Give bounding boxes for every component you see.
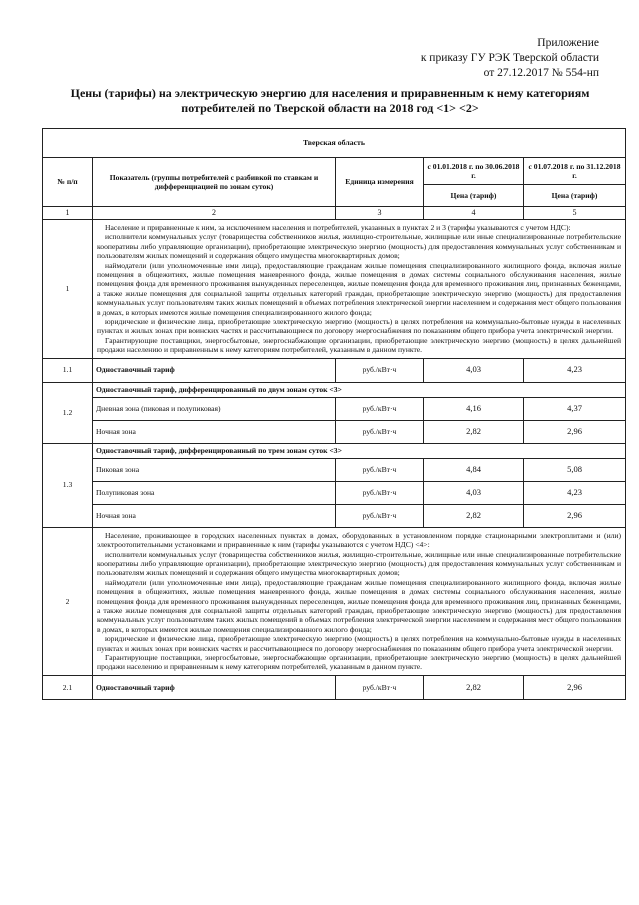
appendix-line-2: к приказу ГУ РЭК Тверской области xyxy=(420,52,599,64)
row-1-3-num: 1.3 xyxy=(43,443,93,527)
row-1-3-peak-price-2: 5,08 xyxy=(524,458,626,481)
colnum-3: 3 xyxy=(336,207,424,220)
section-1-description xyxy=(93,220,626,359)
row-1-3-semipeak-unit: руб./кВт·ч xyxy=(336,481,424,504)
colnum-4: 4 xyxy=(424,207,524,220)
row-1-2-day-price-2: 4,37 xyxy=(524,397,626,420)
colnum-2: 2 xyxy=(93,207,336,220)
section-2-paragraph: исполнители коммунальных услуг (товарищества собственников жилья, жилищно-строительные, жилищные или иные специализированные потребительские кооперативы либо управляющие организации), приобретающие электрическую энергию (мощность) для предоставления коммунальных услуг собственникам и пользователям жилых помещений и содержания общего имущества многоквартирных домов; xyxy=(97,549,622,578)
row-1-2-night-unit: руб./кВт·ч xyxy=(336,420,424,443)
appendix-line-1: Приложение xyxy=(537,37,599,49)
row-1-3-night-price-1: 2,82 xyxy=(424,504,524,527)
row-1-2-day-price-1: 4,16 xyxy=(424,397,524,420)
row-1-3-semipeak-price-1: 4,03 xyxy=(424,481,524,504)
section-1-paragraph: Гарантирующие поставщики, энергосбытовые, энергоснабжающие организации, приобретающие электрическую энергию (мощность) в целях дальнейшей продажи населению и приравненным к нему категориям потребителей, указанным в данном пункте. xyxy=(97,335,622,355)
row-2-1-price-2: 2,96 xyxy=(524,675,626,699)
appendix-header xyxy=(421,36,599,81)
row-1-3-peak-label: Пиковая зона xyxy=(93,458,336,481)
region-header: Тверская область xyxy=(43,129,626,158)
header-period-2: с 01.07.2018 г. по 31.12.2018 г. xyxy=(524,158,626,185)
section-1-paragraph: наймодатели (или уполномоченные ими лица), предоставляющие гражданам жилые помещения специализированного жилищного фонда, включая жилые помещения в общежитиях, жилые помещения маневренного фонда, жилые помещения в домах системы социального обслуживания населения, жилые помещения фонда для временного проживания вынужденных переселенцев, жилые помещения фонда для временного проживания лиц, признанных беженцами, а также жилые помещения для социальной защиты отдельных категорий граждан, приобретающие электрическую энергию (мощность) для предоставления коммунальных услуг пользователям таких жилых помещений в объемах потребления электрической энергии населением и содержания мест общего пользования в домах, в которых имеются жилые помещения специализированного жилого фонда; xyxy=(97,260,622,317)
row-1-2-night-price-2: 2,96 xyxy=(524,420,626,443)
row-1-2-num: 1.2 xyxy=(43,382,93,443)
row-1-2-title: Одноставочный тариф, дифференцированный по двум зонам суток <3> xyxy=(93,382,626,397)
header-unit: Единица измерения xyxy=(336,158,424,207)
header-num: № п/п xyxy=(43,158,93,207)
header-price-2: Цена (тариф) xyxy=(524,185,626,207)
document-title: Цены (тарифы) на электрическую энергию для населения и приравненным к нему категориям потребителей по Тверской области на 2018 год <1> <2> xyxy=(70,86,590,115)
section-1-paragraph: исполнители коммунальных услуг (товарищества собственников жилья, жилищно-строительные, жилищные или иные специализированные потребительские кооперативы либо управляющие организации), приобретающие электрическую энергию (мощность) для предоставления коммунальных услуг собственникам и пользователям жилых помещений и содержания общего имущества многоквартирных домов; xyxy=(97,232,622,261)
section-2-paragraph: наймодатели (или уполномоченные ими лица), предоставляющие гражданам жилые помещения специализированного жилищного фонда, включая жилые помещения в общежитиях, жилые помещения маневренного фонда, жилые помещения в домах системы социального обслуживания населения, жилые помещения фонда для временного проживания вынужденных переселенцев, жилые помещения фонда для временного проживания лиц, признанных беженцами, а также жилые помещения для социальной защиты отдельных категорий граждан, приобретающие электрическую энергию (мощность) для предоставления коммунальных услуг пользователям таких жилых помещений в объемах потребления электрической энергии населением и содержания мест общего пользования в домах, в которых имеются жилые помещения специализированного жилого фонда; xyxy=(97,577,622,634)
section-1-paragraph: юридические и физические лица, приобретающие электрическую энергию (мощность) в целях потребления на коммунально-бытовые нужды в населенных пунктах и жилых зонах при воинских частях и рассчитывающиеся по договору энергоснабжения по показаниям общего прибора учета электрической энергии. xyxy=(97,317,622,336)
row-1-3-title: Одноставочный тариф, дифференцированный по трем зонам суток <3> xyxy=(93,443,626,458)
section-2-paragraph: Гарантирующие поставщики, энергосбытовые, энергоснабжающие организации, приобретающие электрическую энергию (мощность) в целях дальнейшей продажи населению и приравненным к нему категориям потребителей, указанным в данном пункте. xyxy=(97,652,622,672)
row-1-1-price-1: 4,03 xyxy=(424,358,524,382)
section-1-paragraph: Население и приравненные к ним, за исключением населения и потребителей, указанных в пунктах 2 и 3 (тарифы указываются с учетом НДС): xyxy=(105,223,571,232)
row-1-2-night-price-1: 2,82 xyxy=(424,420,524,443)
row-1-1-price-2: 4,23 xyxy=(524,358,626,382)
section-2-paragraph: юридические и физические лица, приобретающие электрическую энергию (мощность) в целях потребления на коммунально-бытовые нужды в населенных пунктах и жилых зонах при воинских частях и рассчитывающиеся по договору энергоснабжения по показаниям общего прибора учета электрической энергии. xyxy=(97,634,622,653)
section-2-num: 2 xyxy=(43,527,93,675)
row-2-1-label: Одноставочный тариф xyxy=(93,675,336,699)
row-2-1-unit: руб./кВт·ч xyxy=(336,675,424,699)
row-1-3-night-price-2: 2,96 xyxy=(524,504,626,527)
section-1-num: 1 xyxy=(43,220,93,359)
appendix-line-3: от 27.12.2017 № 554-нп xyxy=(483,67,599,79)
row-1-3-semipeak-price-2: 4,23 xyxy=(524,481,626,504)
row-1-3-peak-price-1: 4,84 xyxy=(424,458,524,481)
row-1-3-semipeak-label: Полупиковая зона xyxy=(93,481,336,504)
row-1-2-day-unit: руб./кВт·ч xyxy=(336,397,424,420)
row-2-1-num: 2.1 xyxy=(43,675,93,699)
header-period-1: с 01.01.2018 г. по 30.06.2018 г. xyxy=(424,158,524,185)
colnum-5: 5 xyxy=(524,207,626,220)
row-1-2-night-label: Ночная зона xyxy=(93,420,336,443)
row-1-3-night-label: Ночная зона xyxy=(93,504,336,527)
header-price-1: Цена (тариф) xyxy=(424,185,524,207)
section-2-description xyxy=(93,527,626,675)
row-1-1-num: 1.1 xyxy=(43,358,93,382)
row-1-3-night-unit: руб./кВт·ч xyxy=(336,504,424,527)
row-1-3-peak-unit: руб./кВт·ч xyxy=(336,458,424,481)
row-1-1-label: Одноставочный тариф xyxy=(93,358,336,382)
row-2-1-price-1: 2,82 xyxy=(424,675,524,699)
row-1-2-day-label: Дневная зона (пиковая и полупиковая) xyxy=(93,397,336,420)
header-indicator: Показатель (группы потребителей с разбивкой по ставкам и дифференциацией по зонам суток) xyxy=(93,158,336,207)
section-2-paragraph: Население, проживающее в городских населенных пунктах в домах, оборудованных в установленном порядке стационарными электроплитами и (или) электроотопительными установками и приравненные к ним (тарифы указываются с учетом НДС) <4>: xyxy=(97,530,622,550)
colnum-1: 1 xyxy=(43,207,93,220)
row-1-1-unit: руб./кВт·ч xyxy=(336,358,424,382)
tariff-table xyxy=(42,128,626,700)
